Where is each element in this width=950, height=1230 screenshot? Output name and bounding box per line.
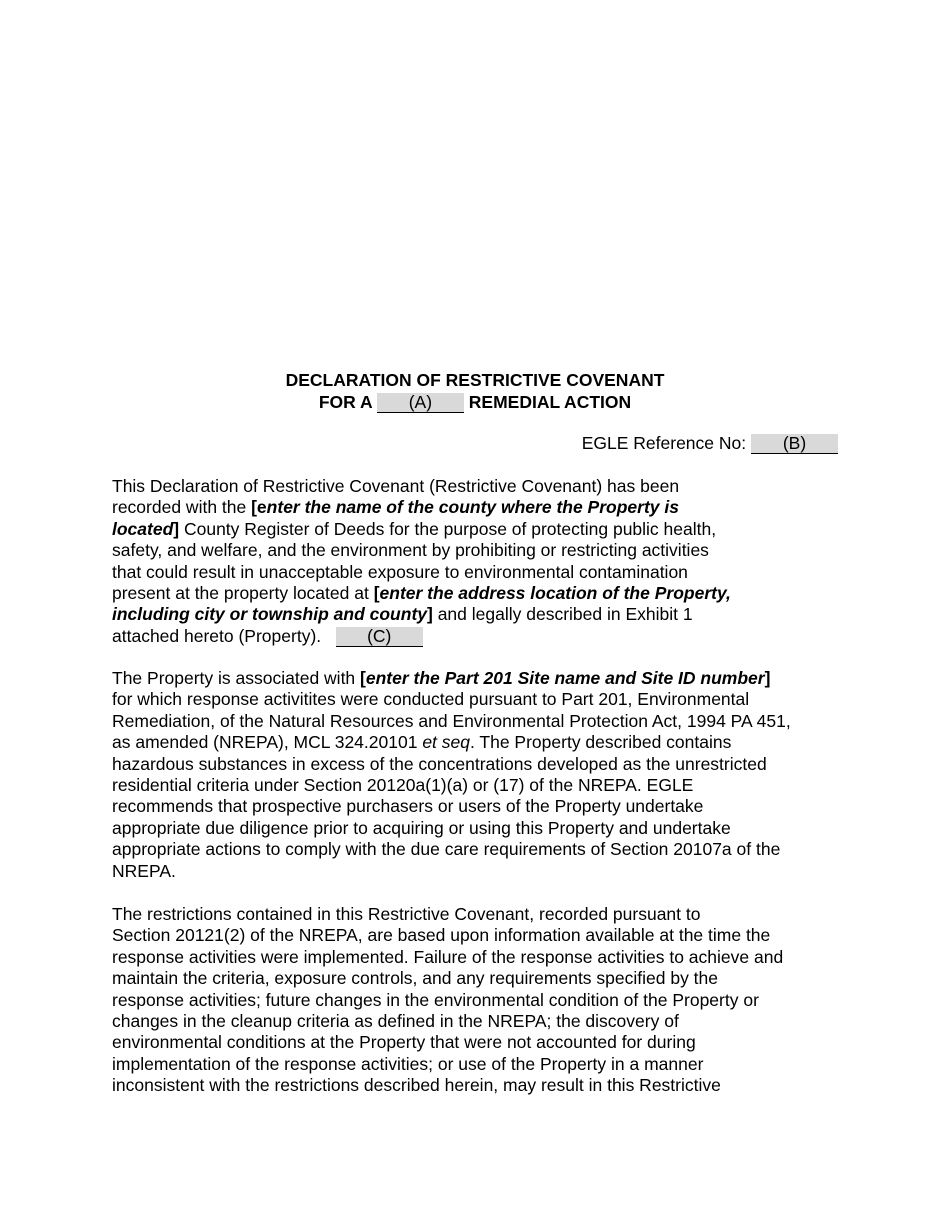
title-line-1: DECLARATION OF RESTRICTIVE COVENANT <box>285 370 665 390</box>
text-run: ] <box>173 518 180 539</box>
text-line: environmental conditions at the Property that were not accounted for during <box>112 1032 696 1053</box>
text-run: attached hereto (Property). <box>112 625 322 646</box>
text-line <box>112 583 852 604</box>
text-line: inconsistent with the restrictions described herein, may result in this Restrictive <box>112 1075 721 1096</box>
text-run: The Property is associated with <box>112 668 361 688</box>
text-line: changes in the cleanup criteria as defined in the NREPA; the discovery of <box>112 1010 679 1031</box>
paragraph-1 <box>112 476 852 647</box>
field-b[interactable]: (B) <box>751 434 838 454</box>
text-line: for which response activitites were conducted pursuant to Part 201, Environmental <box>112 689 750 710</box>
text-run: enter the address location of the Property, <box>379 582 731 603</box>
paragraph-2 <box>112 668 852 882</box>
text-run: [e <box>251 497 267 518</box>
text-line <box>112 604 852 625</box>
egle-reference <box>582 432 838 454</box>
text-run: County Register of Deeds for the purpose of protecting public health, <box>179 518 717 539</box>
text-run: . The Property described contains <box>470 732 732 753</box>
text-line: response activities were implemented. Failure of the response activities to achieve and <box>112 946 784 967</box>
text-line: This Declaration of Restrictive Covenant (Restrictive Covenant) has been <box>112 476 680 496</box>
text-line: residential criteria under Section 20120a(1)(a) or (17) of the NREPA. EGLE <box>112 774 694 795</box>
text-line: The restrictions contained in this Restrictive Covenant, recorded pursuant to <box>112 904 701 924</box>
text-line <box>112 668 852 689</box>
document-title <box>0 369 950 391</box>
text-line: recommends that prospective purchasers or users of the Property undertake <box>112 796 704 817</box>
text-run: and legally described in Exhibit 1 <box>432 604 693 625</box>
text-line: implementation of the response activities; or use of the Property in a manner <box>112 1053 704 1074</box>
text-line <box>112 497 852 518</box>
field-a[interactable]: (A) <box>377 393 464 413</box>
text-line: maintain the criteria, exposure controls, and any requirements specified by the <box>112 968 719 989</box>
text-run: located <box>112 518 174 539</box>
text-line: NREPA. <box>112 860 176 881</box>
text-line <box>112 732 852 753</box>
paragraph-3 <box>112 904 852 1097</box>
title-line-2-suffix: REMEDIAL ACTION <box>468 392 632 412</box>
text-run: as amended (NREPA), MCL 324.20101 <box>112 732 423 753</box>
title-line-2-prefix: FOR A <box>318 392 373 412</box>
text-run: including city or township and county <box>112 604 427 625</box>
text-run: recorded with the <box>112 497 252 518</box>
text-run: [ <box>373 582 380 603</box>
text-line: Remediation, of the Natural Resources and Environmental Protection Act, 1994 PA 451, <box>112 710 791 731</box>
text-line: response activities; future changes in the environmental condition of the Property or <box>112 989 759 1010</box>
reference-label: EGLE Reference No: <box>581 433 747 453</box>
text-run: ] <box>427 604 433 625</box>
document-subtitle <box>0 391 950 413</box>
text-run: et seq <box>422 732 470 753</box>
text-run: [ <box>360 668 366 688</box>
text-run: present at the property located at <box>112 582 374 603</box>
text-line: safety, and welfare, and the environment by prohibiting or restricting activities <box>112 540 709 561</box>
text-line: hazardous substances in excess of the concentrations developed as the unrestricted <box>112 753 767 774</box>
text-line: Section 20121(2) of the NREPA, are based upon information available at the time the <box>112 925 771 946</box>
text-line <box>112 626 852 647</box>
text-line <box>112 519 852 540</box>
text-line: appropriate actions to comply with the due care requirements of Section 20107a of the <box>112 839 781 860</box>
text-line: that could result in unacceptable exposure to environmental contamination <box>112 561 688 582</box>
text-run: enter the Part 201 Site name and Site ID number <box>365 668 765 688</box>
text-line: appropriate due diligence prior to acquiring or using this Property and undertake <box>112 817 731 838</box>
text-run: nter the name of the county where the Property is <box>266 497 679 518</box>
field-c[interactable]: (C) <box>336 627 423 647</box>
text-run: ] <box>764 668 771 688</box>
